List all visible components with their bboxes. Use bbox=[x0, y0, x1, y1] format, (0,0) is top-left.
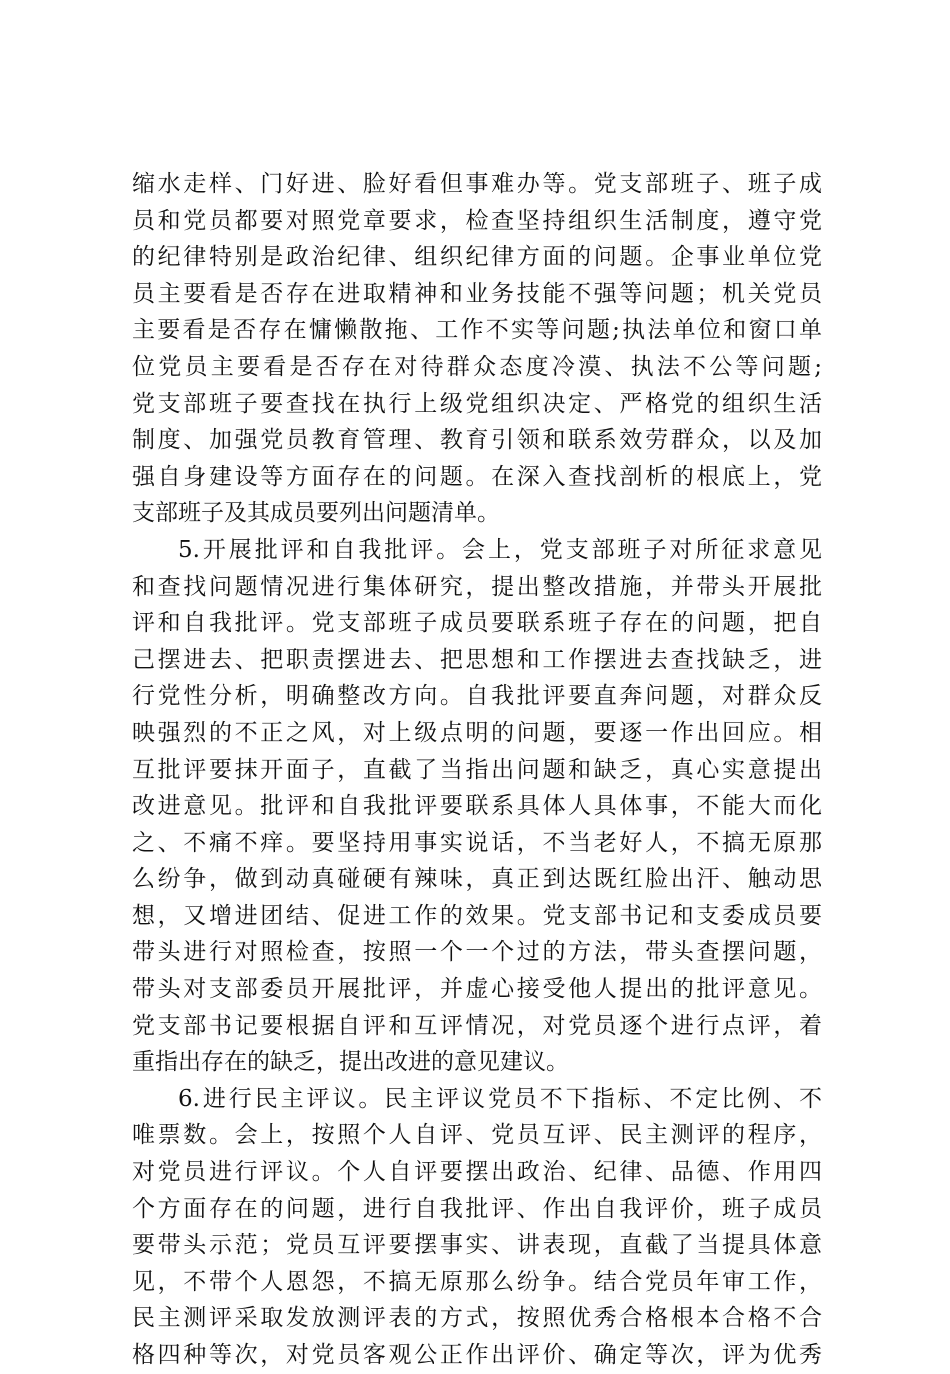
text-line: 制度、加强党员教育管理、教育引领和联系效劳群众，以及加 bbox=[132, 427, 822, 454]
text-line: 带头对支部委员开展批评，并虚心接受他人提出的批评意见。 bbox=[132, 976, 822, 1003]
text-line: 党支部班子要查找在执行上级党组织决定、严格党的组织生活 bbox=[132, 390, 822, 417]
text-line: 评和自我批评。党支部班子成员要联系班子存在的问题，把自 bbox=[132, 610, 822, 637]
text-line: 行党性分析，明确整改方向。自我批评要直奔问题，对群众反 bbox=[132, 683, 822, 710]
text-line: 要带头示范；党员互评要摆事实、讲表现，直截了当提具体意 bbox=[132, 1232, 822, 1259]
text-line: 么纷争，做到动真碰硬有辣味，真正到达既红脸出汗、触动思 bbox=[132, 866, 822, 893]
text-line: 对党员进行评议。个人自评要摆出政治、纪律、品德、作用四 bbox=[132, 1159, 822, 1186]
text-line: 支部班子及其成员要列出问题清单。 bbox=[132, 500, 500, 527]
text-line: 想，又增进团结、促进工作的效果。党支部书记和支委成员要 bbox=[132, 902, 822, 929]
text-line: 带头进行对照检查，按照一个一个过的方法，带头查摆问题， bbox=[132, 939, 822, 966]
text-line: 映强烈的不正之风，对上级点明的问题，要逐一作出回应。相 bbox=[132, 719, 822, 746]
text-line: 位党员主要看是否存在对待群众态度冷漠、执法不公等问题; bbox=[132, 353, 822, 380]
text-line: 之、不痛不痒。要坚持用事实说话，不当老好人，不搞无原那 bbox=[132, 829, 822, 856]
text-line: 格四种等次，对党员客观公正作出评价、确定等次，评为优秀 bbox=[132, 1342, 822, 1368]
text-line: 党支部书记要根据自评和互评情况，对党员逐个进行点评，着 bbox=[132, 1012, 822, 1039]
text-line: 个方面存在的问题，进行自我批评、作出自我评价，班子成员 bbox=[132, 1195, 822, 1222]
text-line: 强自身建设等方面存在的问题。在深入查找剖析的根底上，党 bbox=[132, 463, 822, 490]
text-line: 改进意见。批评和自我批评要联系具体人具体事，不能大而化 bbox=[132, 793, 822, 820]
text-line: 唯票数。会上，按照个人自评、党员互评、民主测评的程序， bbox=[132, 1122, 822, 1149]
text-line: 互批评要抹开面子，直截了当指出问题和缺乏，真心实意提出 bbox=[132, 756, 822, 783]
text-line: 重指出存在的缺乏，提出改进的意见建议。 bbox=[132, 1049, 569, 1076]
text-line: 员主要看是否存在进取精神和业务技能不强等问题；机关党员 bbox=[132, 280, 822, 307]
text-line: 的纪律特别是政治纪律、组织纪律方面的问题。企事业单位党 bbox=[132, 244, 822, 271]
document-body bbox=[132, 166, 822, 1374]
text-line: 缩水走样、门好进、脸好看但事难办等。党支部班子、班子成 bbox=[132, 171, 822, 197]
text-line: 主要看是否存在慵懒散拖、工作不实等问题;执法单位和窗口单 bbox=[132, 317, 822, 344]
text-line: 民主测评采取发放测评表的方式，按照优秀合格根本合格不合 bbox=[132, 1305, 822, 1332]
text-line: 和查找问题情况进行集体研究，提出整改措施，并带头开展批 bbox=[132, 573, 822, 600]
text-line: 员和党员都要对照党章要求，检查坚持组织生活制度，遵守党 bbox=[132, 207, 822, 234]
text-line: 己摆进去、把职责摆进去、把思想和工作摆进去查找缺乏，进 bbox=[132, 646, 822, 673]
paragraph-first-line: 5.开展批评和自我批评。会上，党支部班子对所征求意见 bbox=[178, 536, 822, 563]
paragraph-first-line: 6.进行民主评议。民主评议党员不下指标、不定比例、不 bbox=[178, 1085, 822, 1112]
text-line: 见，不带个人恩怨，不搞无原那么纷争。结合党员年审工作， bbox=[132, 1268, 822, 1295]
